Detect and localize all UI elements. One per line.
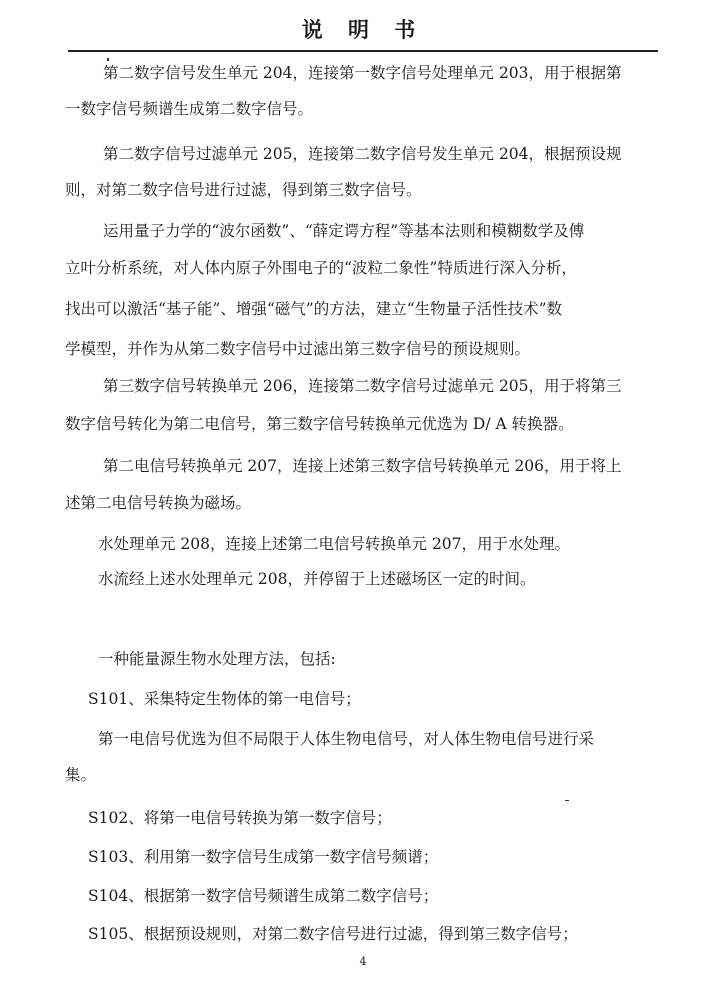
body-line: 水处理单元 208，连接上述第二电信号转换单元 207，用于水处理。 <box>98 535 571 553</box>
body-line: 第二电信号转换单元 207，连接上述第三数字信号转换单元 206，用于将上 <box>103 457 622 475</box>
body-line: 第三数字信号转换单元 206，连接第二数字信号过滤单元 205，用于将第三 <box>103 377 622 395</box>
scan-speck <box>107 58 109 61</box>
body-line: S102、将第一电信号转换为第一数字信号； <box>88 809 392 827</box>
body-line: 则，对第二数字信号进行过滤，得到第三数字信号。 <box>65 181 422 199</box>
body-line: 立叶分析系统，对人体内原子外围电子的“波粒二象性”特质进行深入分析， <box>65 259 577 277</box>
body-line: 找出可以激活“基子能”、增强“磁气”的方法，建立“生物量子活性技术”数 <box>65 300 563 318</box>
body-line: S105、根据预设规则，对第二数字信号进行过滤，得到第三数字信号； <box>88 925 578 943</box>
body-line: 述第二电信号转换为磁场。 <box>65 494 252 512</box>
body-line: 数字信号转化为第二电信号，第三数字信号转换单元优选为 D/ A 转换器。 <box>65 415 574 433</box>
body-line: 第一电信号优选为但不局限于人体生物电信号，对人体生物电信号进行采 <box>98 730 595 748</box>
body-line: 第二数字信号过滤单元 205，连接第二数字信号发生单元 204，根据预设规 <box>103 145 622 163</box>
body-line: 第二数字信号发生单元 204，连接第一数字信号处理单元 203，用于根据第 <box>103 64 622 82</box>
body-line: S104、根据第一数字信号频谱生成第二数字信号； <box>88 887 439 905</box>
body-line: S101、采集特定生物体的第一电信号； <box>88 690 361 708</box>
page-header-title: 说 明 书 <box>301 18 425 42</box>
body-line: 集。 <box>65 766 97 784</box>
body-line: 一种能量源生物水处理方法，包括: <box>98 650 336 668</box>
body-line: 运用量子力学的“波尔函数”、“薛定谔方程”等基本法则和模糊数学及傅 <box>103 222 585 240</box>
body-line: 水流经上述水处理单元 208，并停留于上述磁场区一定的时间。 <box>98 570 536 588</box>
body-line: 学模型，并作为从第二数字信号中过滤出第三数字信号的预设规则。 <box>65 340 531 358</box>
body-line: S103、利用第一数字信号生成第一数字信号频谱； <box>88 848 439 866</box>
scan-speck <box>565 800 569 801</box>
header-divider <box>68 50 658 52</box>
page-number: 4 <box>359 955 367 968</box>
body-line: 一数字信号频谱生成第二数字信号。 <box>65 100 314 118</box>
